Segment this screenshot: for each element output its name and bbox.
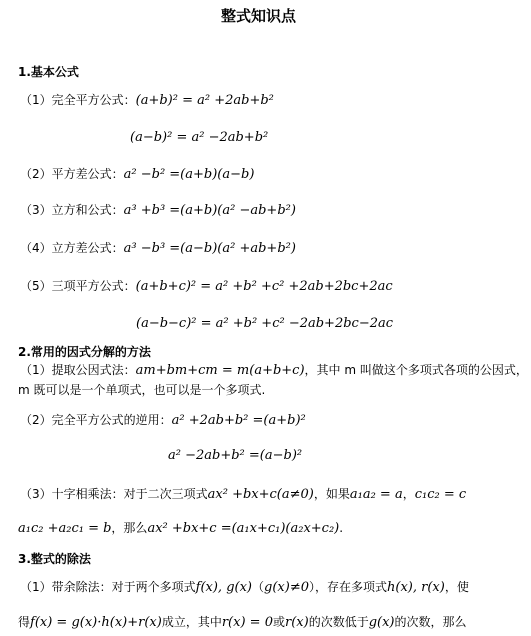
method-math: ax² +bx+c =(a₁x+c₁)(a₂x+c₂) — [147, 521, 340, 536]
section-heading-factoring: 2.常用的因式分解的方法 — [18, 345, 151, 359]
formula-line-1 — [20, 90, 274, 111]
method-text: ，那么 — [111, 521, 148, 535]
method-line-2 — [20, 410, 306, 431]
method-text: . — [339, 521, 344, 535]
division-text: 的次数低于 — [308, 615, 369, 629]
method-line-1-cont: m 既可以是一个单项式，也可以是一个多项式. — [18, 383, 266, 397]
method-math: ax² +bx+c(a≠0) — [207, 487, 314, 502]
formula-line-5b: (a−b−c)² = a² +b² +c² −2ab+2bc−2ac — [136, 316, 394, 331]
method-line-2b: a² −2ab+b² =(a−b)² — [168, 448, 303, 463]
method-label: （3）十字相乘法：对于二次三项式 — [20, 487, 208, 501]
method-math: a² +2ab+b² =(a+b)² — [171, 413, 306, 428]
formula-line-3 — [20, 200, 296, 221]
page-title: 整式知识点 — [221, 7, 297, 25]
method-line-3b — [18, 518, 343, 539]
method-math: am+bm+cm = m(a+b+c) — [135, 363, 305, 378]
division-text: 或 — [272, 615, 285, 629]
method-text: ，如果 — [313, 487, 350, 501]
division-math: r(x) = 0 — [221, 615, 273, 630]
division-line-2 — [18, 612, 467, 633]
section-heading-division: 3.整式的除法 — [18, 552, 91, 566]
method-text: ，其中 m 叫做这个多项式各项的公因式， — [304, 363, 528, 377]
section-heading-basic-formulas: 1.基本公式 — [18, 65, 79, 79]
division-text: （ — [252, 580, 265, 594]
formula-label: （3）立方和公式： — [20, 203, 124, 217]
division-math: f(x) = g(x)·h(x)+r(x) — [30, 615, 162, 630]
formula-label: （1）完全平方公式： — [20, 93, 136, 107]
method-math: a₁c₂ +a₂c₁ = b — [18, 521, 112, 536]
division-math: f(x), g(x) — [195, 580, 252, 595]
formula-line-4 — [20, 238, 296, 259]
method-math: c₁c₂ = c — [414, 487, 467, 502]
formula-line-5 — [20, 276, 393, 297]
formula-label: （5）三项平方公式： — [20, 279, 136, 293]
formula-line-2 — [20, 164, 254, 185]
division-math: h(x), r(x) — [387, 580, 445, 595]
division-label: （1）带余除法：对于两个多项式 — [20, 580, 196, 594]
formula-label: （2）平方差公式： — [20, 167, 124, 181]
division-line-1 — [20, 577, 469, 598]
formula-math: (a+b+c)² = a² +b² +c² +2ab+2bc+2ac — [135, 279, 393, 294]
division-text: 的次数，那么 — [394, 615, 467, 629]
method-line-1 — [20, 360, 528, 381]
formula-line-1b: (a−b)² = a² −2ab+b² — [130, 130, 269, 145]
method-line-3 — [20, 484, 466, 505]
division-text: ，使 — [444, 580, 469, 594]
formula-math: (a+b)² = a² +2ab+b² — [135, 93, 274, 108]
division-text: ），存在多项式 — [308, 580, 387, 594]
division-math: g(x)≠0 — [264, 580, 309, 595]
method-math: a₁a₂ = a — [349, 487, 403, 502]
method-text: ， — [402, 487, 415, 501]
formula-math: a² −b² =(a+b)(a−b) — [123, 167, 255, 182]
formula-math: a³ +b³ =(a+b)(a² −ab+b²) — [123, 203, 296, 218]
method-label: （1）提取公因式法： — [20, 363, 136, 377]
division-text: 成立，其中 — [161, 615, 222, 629]
division-math: r(x) — [284, 615, 309, 630]
division-text: 得 — [18, 615, 31, 629]
formula-label: （4）立方差公式： — [20, 241, 124, 255]
division-math: g(x) — [368, 615, 395, 630]
formula-math: a³ −b³ =(a−b)(a² +ab+b²) — [123, 241, 296, 256]
method-label: （2）完全平方公式的逆用： — [20, 413, 172, 427]
